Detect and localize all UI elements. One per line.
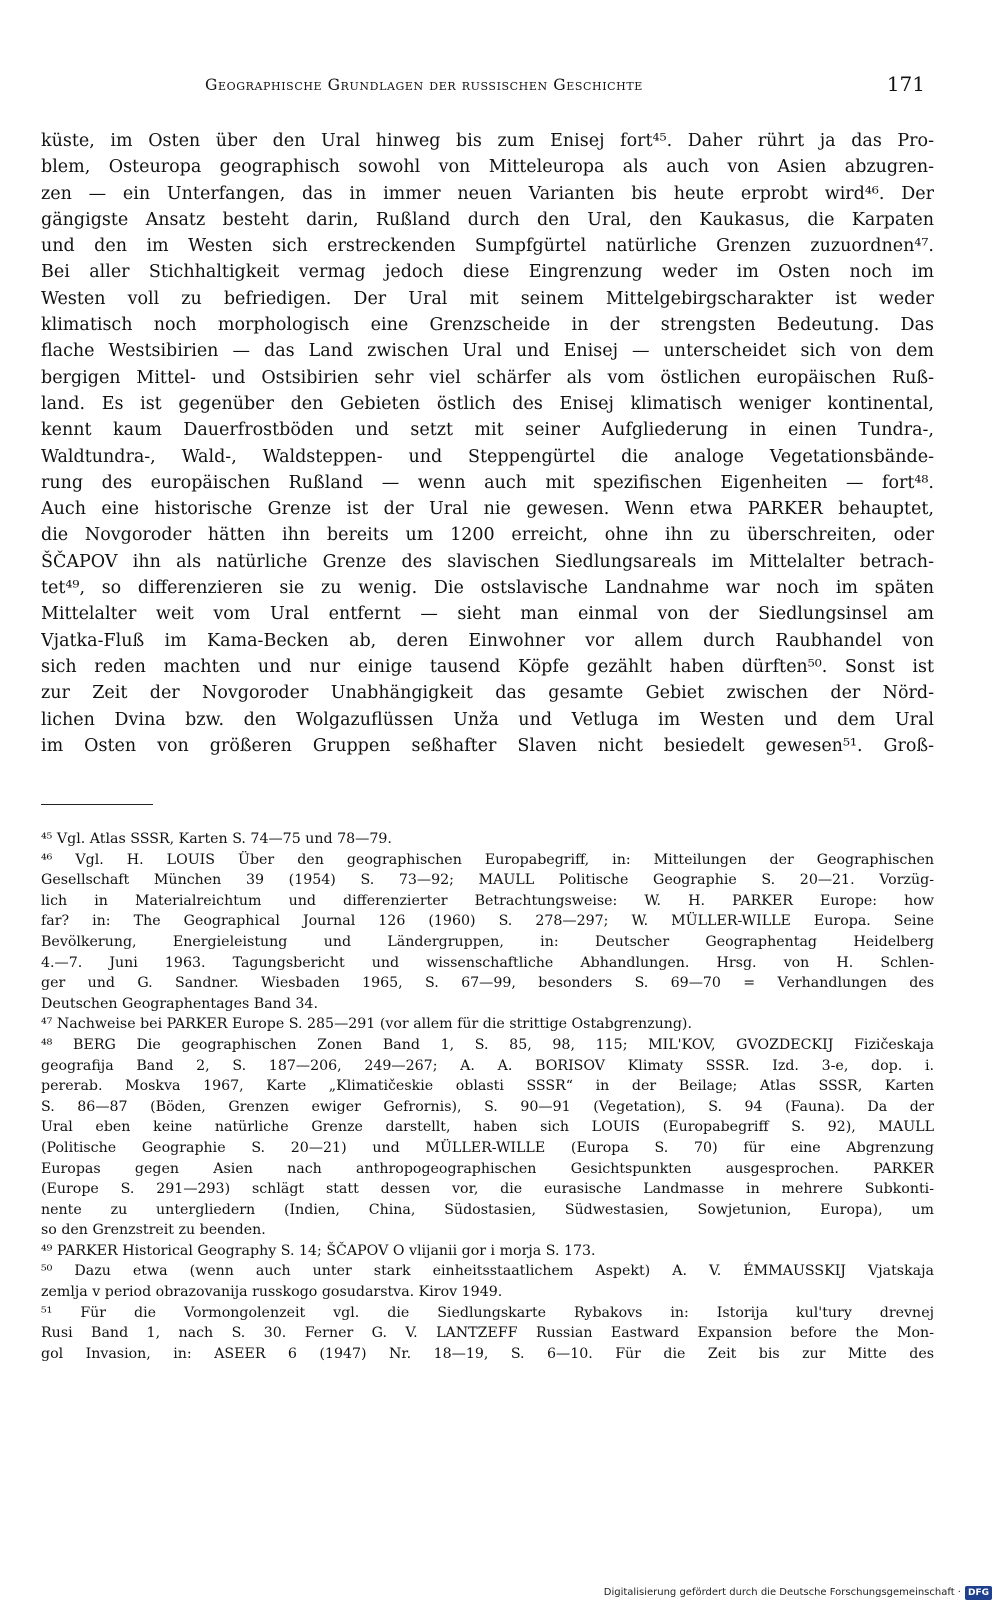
footnotes: [41, 829, 934, 1364]
body-line: bergigen Mittel- und Ostsibirien sehr viel schärfer als vom östlichen europäischen Ruß-: [41, 367, 934, 388]
footnote-line: Europas gegen Asien nach anthropogeographischen Gesichtspunkten ausgesprochen. PARKER: [41, 1160, 934, 1177]
body-line: flache Westsibirien — das Land zwischen Ural und Enisej — unterscheidet sich von dem: [41, 341, 934, 362]
body-line: und den im Westen sich erstreckenden Sumpfgürtel natürliche Grenzen zuzuordnen⁴⁷.: [41, 236, 934, 257]
footnote-line: far? in: The Geographical Journal 126 (1960) S. 278—297; W. MÜLLER-WILLE Europa. Seine: [41, 913, 934, 930]
body-line: Bei aller Stichhaltigkeit vermag jedoch diese Eingrenzung weder im Osten noch im: [41, 262, 934, 283]
footnote-line: so den Grenzstreit zu beenden.: [41, 1222, 266, 1239]
footnote-line: gol Invasion, in: ASEER 6 (1947) Nr. 18—19, S. 6—10. Für die Zeit bis zur Mitte des: [41, 1345, 934, 1362]
body-line: Mittelalter weit vom Ural entfernt — sieht man einmal von der Siedlungsinsel am: [41, 604, 934, 625]
digitization-credit: [604, 1585, 992, 1601]
body-line: zen — ein Unterfangen, das in immer neuen Varianten bis heute erprobt wird⁴⁶. Der: [41, 183, 934, 204]
footnote-line: geografija Band 2, S. 187—206, 249—267; A. A. BORISOV Klimaty SSSR. Izd. 3-e, dop. i.: [41, 1057, 934, 1074]
body-line: Westen voll zu befriedigen. Der Ural mit seinem Mittelgebirgscharakter ist weder: [41, 288, 934, 309]
footnote-line: ⁴⁹ PARKER Historical Geography S. 14; ŠČAPOV O vlijanii gor i morja S. 173.: [41, 1242, 596, 1259]
running-header: [205, 72, 925, 104]
footnote-line: lich in Materialreichtum und differenzierter Betrachtungsweise: W. H. PARKER Europe: how: [41, 892, 934, 909]
footnote-line: Ural eben keine natürliche Grenze darstellt, haben sich LOUIS (Europabegriff S. 92), MAULL: [41, 1119, 934, 1136]
footnote-line: ⁵⁰ Dazu etwa (wenn auch unter stark einheitsstaatlichem Aspekt) A. V. ÉMMAUSSKIJ Vjatskaja: [41, 1263, 934, 1280]
footnote-line: Deutschen Geographentages Band 34.: [41, 995, 318, 1012]
body-line: rung des europäischen Rußland — wenn auch mit spezifischen Eigenheiten — fort⁴⁸.: [41, 472, 934, 493]
footnote-line: S. 86—87 (Böden, Grenzen ewiger Gefrornis), S. 90—91 (Vegetation), S. 94 (Fauna). Da der: [41, 1098, 934, 1115]
body-line: küste, im Osten über den Ural hinweg bis zum Enisej fort⁴⁵. Daher rührt ja das Pro-: [41, 131, 934, 151]
credit-text: Digitalisierung gefördert durch die Deutsche Forschungsgemeinschaft ·: [603, 1587, 961, 1598]
body-line: blem, Osteuropa geographisch sowohl von Mitteleuropa als auch von Asien abzugren-: [41, 157, 934, 178]
running-title: Geographische Grundlagen der russischen Geschichte: [205, 76, 643, 94]
body-line: sich reden machten und nur einige tausend Köpfe gezählt haben dürften⁵⁰. Sonst ist: [41, 656, 934, 677]
body-line: klimatisch noch morphologisch eine Grenzscheide in der strengsten Bedeutung. Das: [41, 315, 934, 336]
footnote-line: 4.—7. Juni 1963. Tagungsbericht und wissenschaftliche Abhandlungen. Hrsg. von H. Schlen-: [41, 954, 934, 971]
body-line: gängigste Ansatz besteht darin, Rußland durch den Ural, den Kaukasus, die Karpaten: [41, 209, 934, 230]
footnote-line: Bevölkerung, Energieleistung und Ländergruppen, in: Deutscher Geographentag Heidelberg: [41, 933, 934, 950]
footnote-line: ⁴⁷ Nachweise bei PARKER Europe S. 285—291 (vor allem für die strittige Ostabgrenzung).: [41, 1016, 692, 1033]
footnote-line: Gesellschaft München 39 (1954) S. 73—92; MAULL Politische Geographie S. 20—21. Vorzüg-: [41, 872, 934, 889]
body-line: zur Zeit der Novgoroder Unabhängigkeit das gesamte Gebiet zwischen der Nörd-: [41, 683, 934, 704]
body-line: die Novgoroder hätten ihn bereits um 1200 erreicht, ohne ihn zu überschreiten, oder: [41, 525, 934, 546]
body-line: ŠČAPOV ihn als natürliche Grenze des slavischen Siedlungsareals im Mittelalter betrach-: [41, 551, 934, 572]
body-line: land. Es ist gegenüber den Gebieten östlich des Enisej klimatisch weniger kontinental,: [41, 393, 934, 414]
body-line: tet⁴⁹, so differenzieren sie zu wenig. Die ostslavische Landnahme war noch im späten: [41, 578, 934, 599]
body-line: Waldtundra-, Wald-, Waldsteppen- und Steppengürtel die analoge Vegetationsbände-: [41, 446, 934, 467]
footnote-line: nente zu untergliedern (Indien, China, Südostasien, Südwestasien, Sowjetunion, Europa), um: [41, 1201, 934, 1218]
body-line: Vjatka-Fluß im Kama-Becken ab, deren Einwohner vor allem durch Raubhandel von: [41, 630, 934, 651]
footnote-line: zemlja v period obrazovanija russkogo gosudarstva. Kirov 1949.: [41, 1284, 503, 1301]
footnote-line: ⁴⁵ Vgl. Atlas SSSR, Karten S. 74—75 und 78—79.: [41, 831, 392, 847]
footnote-line: ⁴⁶ Vgl. H. LOUIS Über den geographischen Europabegriff, in: Mitteilungen der Geographischen: [41, 851, 934, 868]
body-line: lichen Dvina bzw. den Wolgazuflüssen Unža und Vetluga im Westen und dem Ural: [41, 709, 934, 730]
footnote-line: pererab. Moskva 1967, Karte „Klimatičeskie oblasti SSSR“ in der Beilage; Atlas SSSR, Karten: [41, 1078, 934, 1095]
dfg-logo: DFG: [965, 1586, 992, 1600]
footnote-line: (Politische Geographie S. 20—21) und MÜLLER-WILLE (Europa S. 70) für eine Abgrenzung: [41, 1139, 934, 1156]
page-number: 171: [886, 72, 925, 96]
footnote-line: ⁵¹ Für die Vormongolenzeit vgl. die Siedlungskarte Rybakovs in: Istorija kul'tury drevnej: [41, 1304, 934, 1321]
footnote-line: (Europe S. 291—293) schlägt statt dessen vor, die eurasische Landmasse in mehrere Subkonti-: [41, 1181, 934, 1198]
body-line: im Osten von größeren Gruppen seßhafter Slaven nicht besiedelt gewesen⁵¹. Groß-: [41, 735, 934, 756]
body-line: kennt kaum Dauerfrostböden und setzt mit seiner Aufgliederung in einen Tundra-,: [41, 420, 934, 441]
footnote-line: ger und G. Sandner. Wiesbaden 1965, S. 67—99, besonders S. 69—70 = Verhandlungen des: [41, 975, 934, 992]
footnote-separator: [41, 804, 153, 805]
footnote-line: Rusi Band 1, nach S. 30. Ferner G. V. LANTZEFF Russian Eastward Expansion before the Mon-: [41, 1325, 934, 1342]
footnote-line: ⁴⁸ BERG Die geographischen Zonen Band 1, S. 85, 98, 115; MIL'KOV, GVOZDECKIJ Fizičeskaja: [41, 1036, 934, 1053]
body-text: [41, 128, 934, 759]
body-line: Auch eine historische Grenze ist der Ural nie gewesen. Wenn etwa PARKER behauptet,: [41, 499, 934, 520]
